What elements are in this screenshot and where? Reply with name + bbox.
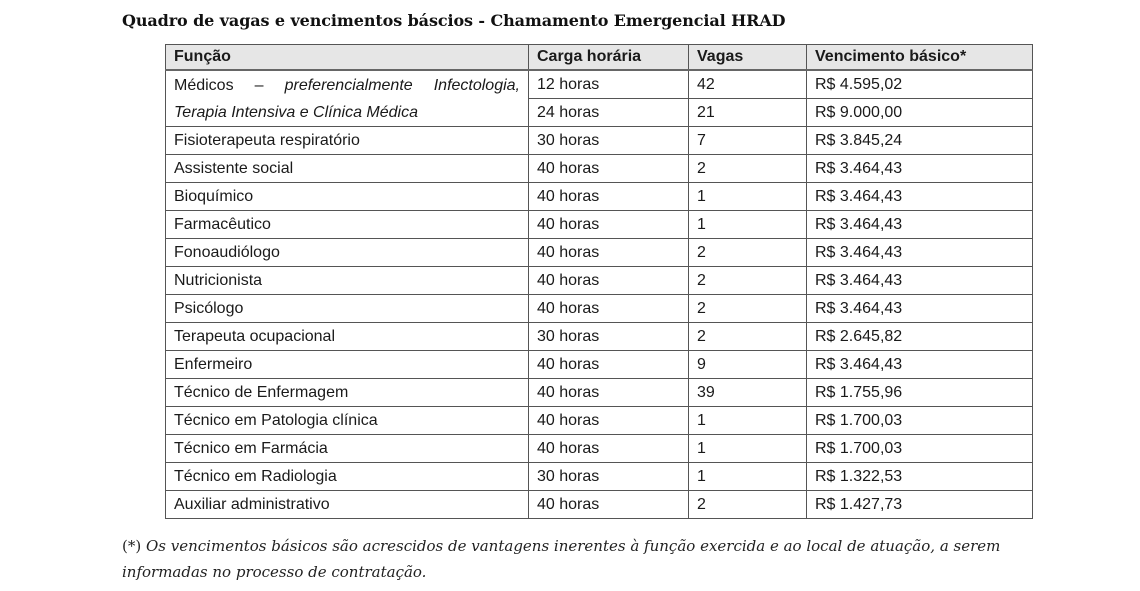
cell-carga: 40 horas [529, 379, 689, 407]
table-row [166, 351, 1033, 379]
cell-funcao: Nutricionista [166, 267, 529, 295]
cell-vagas: 2 [689, 491, 807, 519]
cell-vagas: 1 [689, 435, 807, 463]
table-header [166, 45, 1033, 71]
cell-carga: 40 horas [529, 435, 689, 463]
cell-carga: 40 horas [529, 491, 689, 519]
cell-vagas: 1 [689, 407, 807, 435]
cell-carga: 40 horas [529, 407, 689, 435]
cell-funcao: Fisioterapeuta respiratório [166, 127, 529, 155]
cell-vencimento: R$ 1.322,53 [807, 463, 1033, 491]
table-row [166, 435, 1033, 463]
cell-vagas: 42 [689, 70, 807, 99]
cell-vencimento: R$ 9.000,00 [807, 99, 1033, 127]
table-row [166, 267, 1033, 295]
cell-vencimento: R$ 1.700,03 [807, 435, 1033, 463]
medicos-label-specialties: preferencialmente Infectologia, [284, 77, 520, 94]
cell-carga: 12 horas [529, 70, 689, 99]
cell-vencimento: R$ 3.464,43 [807, 239, 1033, 267]
table-row [166, 155, 1033, 183]
header-vagas: Vagas [689, 45, 807, 71]
header-row [166, 45, 1033, 71]
table-row [166, 295, 1033, 323]
page-title: Quadro de vagas e vencimentos báscios - Chamamento Emergencial HRAD [122, 11, 786, 30]
table-row-medicos-12h [166, 70, 1033, 99]
cell-vagas: 1 [689, 211, 807, 239]
cell-vagas: 2 [689, 239, 807, 267]
cell-vagas: 2 [689, 323, 807, 351]
cell-carga: 30 horas [529, 323, 689, 351]
footnote [122, 533, 1062, 585]
cell-funcao: Psicólogo [166, 295, 529, 323]
medicos-label-line1 [174, 72, 520, 99]
footnote-text: Os vencimentos básicos são acrescidos de vantagens inerentes à função exercida e ao local de atuação, a serem informadas no processo de contratação. [122, 537, 1001, 581]
cell-funcao: Auxiliar administrativo [166, 491, 529, 519]
cell-funcao: Terapeuta ocupacional [166, 323, 529, 351]
cell-funcao: Bioquímico [166, 183, 529, 211]
cell-vagas: 39 [689, 379, 807, 407]
medicos-label-prefix: Médicos – [174, 77, 264, 94]
cell-carga: 40 horas [529, 351, 689, 379]
cell-vagas: 2 [689, 267, 807, 295]
table-row [166, 127, 1033, 155]
cell-carga: 40 horas [529, 239, 689, 267]
cell-vagas: 21 [689, 99, 807, 127]
cell-funcao-medicos [166, 70, 529, 127]
cell-vencimento: R$ 1.755,96 [807, 379, 1033, 407]
cell-funcao: Técnico em Farmácia [166, 435, 529, 463]
cell-carga: 24 horas [529, 99, 689, 127]
cell-vagas: 1 [689, 463, 807, 491]
table-row [166, 323, 1033, 351]
header-carga-horaria: Carga horária [529, 45, 689, 71]
cell-vencimento: R$ 3.845,24 [807, 127, 1033, 155]
header-vencimento: Vencimento básico* [807, 45, 1033, 71]
cell-vencimento: R$ 4.595,02 [807, 70, 1033, 99]
table-body [166, 70, 1033, 519]
cell-vagas: 1 [689, 183, 807, 211]
cell-vagas: 9 [689, 351, 807, 379]
cell-vencimento: R$ 3.464,43 [807, 183, 1033, 211]
cell-vencimento: R$ 2.645,82 [807, 323, 1033, 351]
cell-carga: 30 horas [529, 127, 689, 155]
cell-vencimento: R$ 3.464,43 [807, 211, 1033, 239]
cell-vencimento: R$ 1.427,73 [807, 491, 1033, 519]
cell-funcao: Técnico de Enfermagem [166, 379, 529, 407]
cell-carga: 40 horas [529, 267, 689, 295]
cell-funcao: Fonoaudiólogo [166, 239, 529, 267]
cell-vagas: 2 [689, 155, 807, 183]
table-row [166, 407, 1033, 435]
cell-carga: 40 horas [529, 211, 689, 239]
cell-funcao: Técnico em Patologia clínica [166, 407, 529, 435]
table-row [166, 183, 1033, 211]
cell-carga: 30 horas [529, 463, 689, 491]
cell-vencimento: R$ 3.464,43 [807, 267, 1033, 295]
cell-carga: 40 horas [529, 155, 689, 183]
vacancies-table [165, 44, 1033, 519]
table-row [166, 239, 1033, 267]
table-row [166, 379, 1033, 407]
cell-vagas: 7 [689, 127, 807, 155]
table-row [166, 491, 1033, 519]
cell-vencimento: R$ 3.464,43 [807, 351, 1033, 379]
cell-carga: 40 horas [529, 295, 689, 323]
cell-funcao: Assistente social [166, 155, 529, 183]
table-row [166, 211, 1033, 239]
cell-funcao: Técnico em Radiologia [166, 463, 529, 491]
cell-vencimento: R$ 3.464,43 [807, 155, 1033, 183]
header-funcao: Função [166, 45, 529, 71]
cell-funcao: Farmacêutico [166, 211, 529, 239]
table-row [166, 463, 1033, 491]
medicos-label-line2: Terapia Intensiva e Clínica Médica [174, 104, 418, 121]
cell-vagas: 2 [689, 295, 807, 323]
cell-funcao: Enfermeiro [166, 351, 529, 379]
footnote-mark: (*) [122, 537, 142, 555]
cell-vencimento: R$ 1.700,03 [807, 407, 1033, 435]
cell-carga: 40 horas [529, 183, 689, 211]
cell-vencimento: R$ 3.464,43 [807, 295, 1033, 323]
